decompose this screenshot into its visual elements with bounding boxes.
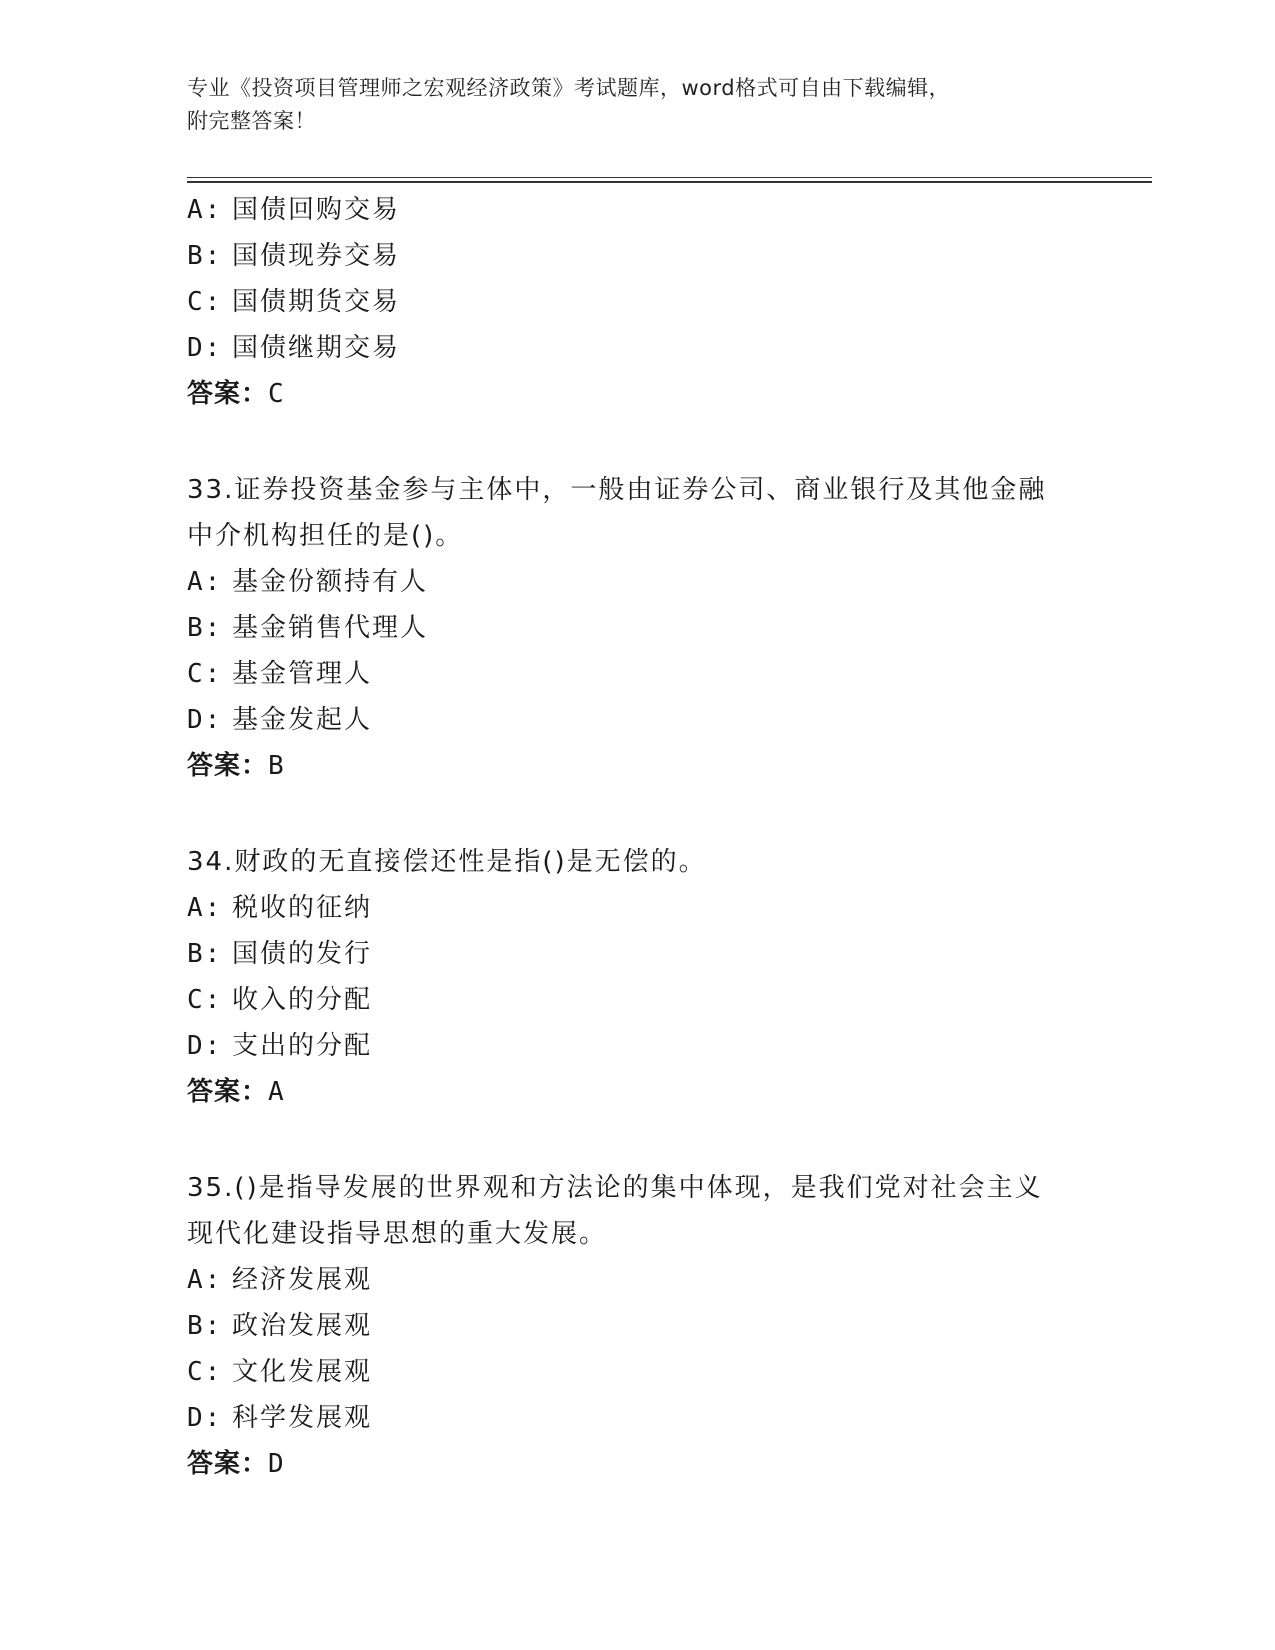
header-divider-thin xyxy=(187,177,1152,178)
answer-option xyxy=(187,605,1087,651)
question-stem-line: 33.证券投资基金参与主体中，一般由证券公司、商业银行及其他金融 xyxy=(187,475,1047,505)
answer-line xyxy=(187,371,1087,417)
option-text: 收入的分配 xyxy=(232,985,373,1015)
option-text: 基金销售代理人 xyxy=(232,613,429,643)
option-letter: D: xyxy=(187,1403,223,1433)
document-header xyxy=(187,72,1087,138)
answer-option xyxy=(187,651,1087,697)
answer-line xyxy=(187,1441,1087,1487)
option-text: 基金份额持有人 xyxy=(232,567,429,597)
option-letter: D: xyxy=(187,705,223,735)
option-letter: A: xyxy=(187,567,223,597)
option-letter: B: xyxy=(187,613,223,643)
option-letter: C: xyxy=(187,985,223,1015)
option-letter: A: xyxy=(187,1265,223,1295)
option-letter: A: xyxy=(187,195,223,225)
answer-option xyxy=(187,697,1087,743)
option-text: 支出的分配 xyxy=(232,1031,373,1061)
header-line-2: 附完整答案！ xyxy=(187,109,316,133)
answer-option xyxy=(187,279,1087,325)
option-letter: B: xyxy=(187,241,223,271)
answer-option xyxy=(187,1349,1087,1395)
question-list xyxy=(187,187,1087,1537)
answer-line xyxy=(187,743,1087,789)
answer-option xyxy=(187,931,1087,977)
answer-label: 答案： xyxy=(187,751,269,781)
answer-value: A xyxy=(268,1077,285,1107)
option-text: 国债现券交易 xyxy=(232,241,401,271)
question-block xyxy=(187,187,1087,417)
question-stem-line: 35.()是指导发展的世界观和方法论的集中体现，是我们党对社会主义 xyxy=(187,1173,1043,1203)
option-text: 科学发展观 xyxy=(232,1403,373,1433)
answer-option xyxy=(187,325,1087,371)
option-letter: A: xyxy=(187,893,223,923)
question-block xyxy=(187,839,1087,1115)
answer-value: C xyxy=(268,379,285,409)
option-letter: B: xyxy=(187,939,223,969)
question-block xyxy=(187,467,1087,789)
option-text: 基金发起人 xyxy=(232,705,373,735)
answer-option xyxy=(187,559,1087,605)
answer-value: D xyxy=(268,1449,285,1479)
option-letter: D: xyxy=(187,333,223,363)
header-line-1: 专业《投资项目管理师之宏观经济政策》考试题库，word格式可自由下载编辑， xyxy=(187,76,951,100)
answer-label: 答案： xyxy=(187,379,269,409)
option-text: 税收的征纳 xyxy=(232,893,373,923)
option-text: 经济发展观 xyxy=(232,1265,373,1295)
answer-option xyxy=(187,1303,1087,1349)
answer-line xyxy=(187,1069,1087,1115)
header-divider-thick xyxy=(187,181,1152,183)
answer-label: 答案： xyxy=(187,1077,269,1107)
option-letter: C: xyxy=(187,1357,223,1387)
option-text: 文化发展观 xyxy=(232,1357,373,1387)
question-stem-line: 中介机构担任的是()。 xyxy=(187,521,464,551)
answer-option xyxy=(187,1023,1087,1069)
answer-option xyxy=(187,977,1087,1023)
option-text: 国债的发行 xyxy=(232,939,373,969)
option-text: 国债继期交易 xyxy=(232,333,401,363)
answer-value: B xyxy=(268,751,285,781)
option-letter: C: xyxy=(187,659,223,689)
answer-option xyxy=(187,1395,1087,1441)
question-stem-line: 现代化建设指导思想的重大发展。 xyxy=(187,1219,608,1249)
option-text: 国债期货交易 xyxy=(232,287,401,317)
option-letter: C: xyxy=(187,287,223,317)
option-text: 政治发展观 xyxy=(232,1311,373,1341)
option-text: 基金管理人 xyxy=(232,659,373,689)
option-letter: B: xyxy=(187,1311,223,1341)
answer-option xyxy=(187,233,1087,279)
answer-option xyxy=(187,187,1087,233)
question-stem-line: 34.财政的无直接偿还性是指()是无偿的。 xyxy=(187,847,707,877)
answer-option xyxy=(187,885,1087,931)
question-block xyxy=(187,1165,1087,1487)
answer-option xyxy=(187,1257,1087,1303)
option-text: 国债回购交易 xyxy=(232,195,401,225)
answer-label: 答案： xyxy=(187,1449,269,1479)
option-letter: D: xyxy=(187,1031,223,1061)
